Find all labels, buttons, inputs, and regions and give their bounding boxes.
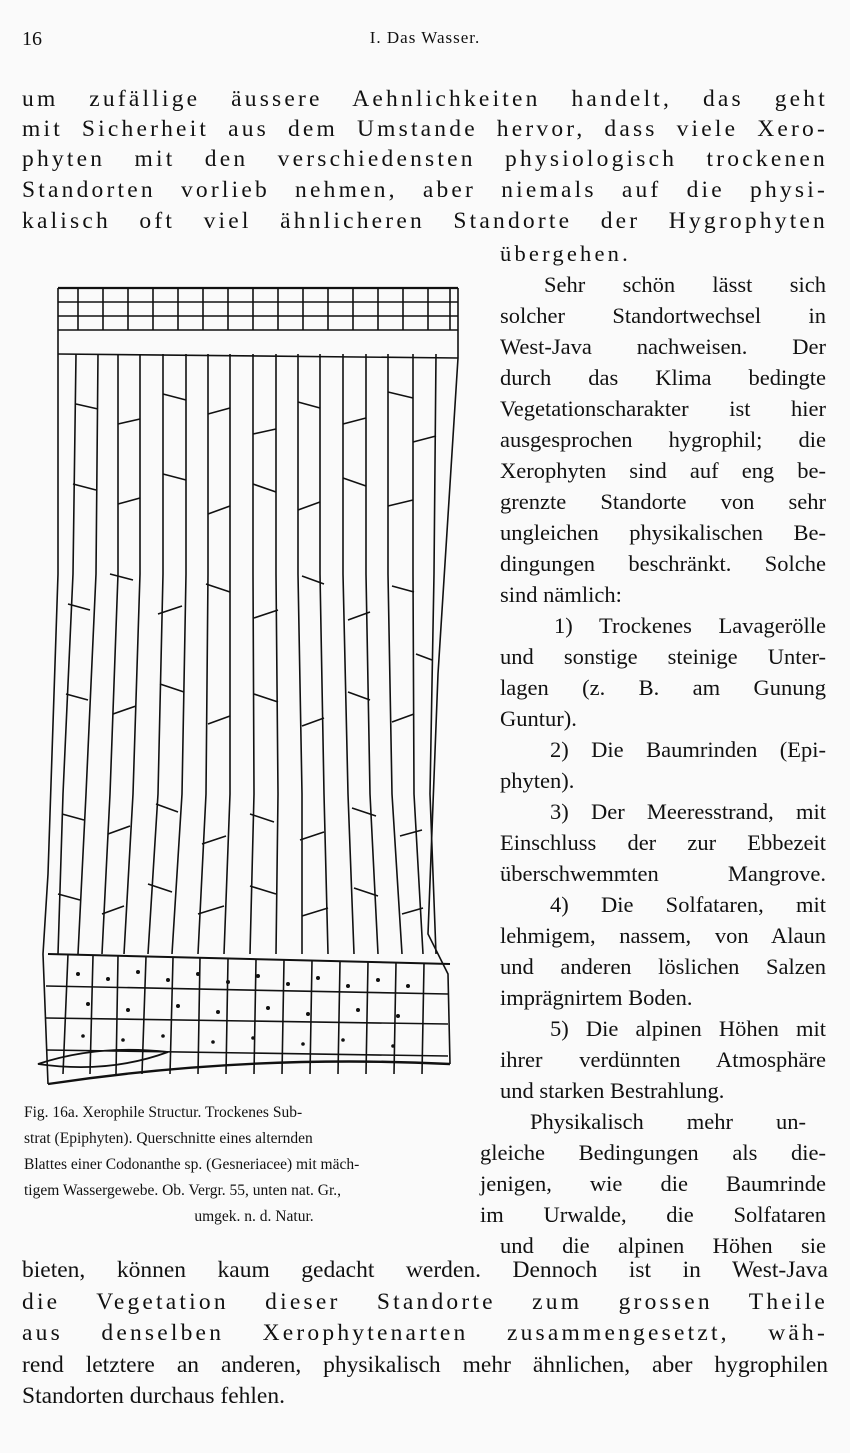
running-head: I. Das Wasser. [369, 28, 481, 47]
text-line: Sehr schön lässt sich [544, 272, 826, 297]
text-line: aus denselben Xerophytenarten zusammengesetzt, wäh- [22, 1320, 828, 1346]
list-item: 3) Der Meeresstrand, mit [550, 799, 826, 824]
text-line: ihrer verdünnten Atmosphäre [500, 1047, 826, 1072]
caption-line: umgek. n. d. Natur. [194, 1208, 314, 1225]
text-line: lagen (z. B. am Gunung [500, 675, 826, 700]
text-line: durch das Klima bedingte [500, 365, 826, 390]
text-line: Guntur). [500, 706, 577, 731]
text-line: übergehen. [500, 241, 631, 266]
text-line: Einschluss der zur Ebbezeit [500, 830, 826, 855]
list-item: 1) Trockenes Lavagerölle [554, 613, 826, 638]
text-line: und anderen löslichen Salzen [500, 954, 826, 979]
text-line: sind nämlich: [500, 582, 622, 607]
caption-line: Blattes einer Codonanthe sp. (Gesneriacee) mit mäch- [24, 1156, 360, 1173]
text-line: und starken Bestrahlung. [500, 1078, 725, 1103]
text-line: und die alpinen Höhen sie [500, 1233, 826, 1258]
list-item: 5) Die alpinen Höhen mit [550, 1016, 826, 1041]
text-line: um zufällige äussere Aehnlichkeiten handelt, das geht [22, 86, 828, 112]
text-line: Standorten vorlieb nehmen, aber niemals auf die physi- [22, 177, 828, 203]
figure-caption [24, 1100, 484, 1230]
text-line: ungleichen physikalischen Be- [500, 520, 826, 545]
text-line: und sonstige steinige Unter- [500, 644, 826, 669]
text-line: Xerophyten sind auf eng be- [500, 458, 826, 483]
caption-line: Fig. 16a. Xerophile Structur. Trockenes Sub- [24, 1104, 303, 1121]
text-line: phyten mit den verschiedensten physiologisch trockenen [22, 146, 828, 172]
text-line: mit Sicherheit aus dem Umstande hervor, dass viele Xero- [22, 116, 828, 142]
text-line: rend letztere an anderen, physikalisch mehr ähnlichen, aber hygrophilen [22, 1352, 828, 1378]
text-line: grenzte Standorte von sehr [500, 489, 826, 514]
text-line: Vegetationscharakter ist hier [500, 396, 826, 421]
list-item: 2) Die Baumrinden (Epi- [550, 737, 826, 762]
text-line: bieten, können kaum gedacht werden. Dennoch ist in West-Java [22, 1257, 828, 1283]
text-line: Standorten durchaus fehlen. [22, 1383, 285, 1409]
text-line: gleiche Bedingungen als die- [480, 1140, 826, 1165]
page-header [0, 28, 850, 58]
text-line: phyten). [500, 768, 575, 793]
text-line: lehmigem, nassem, von Alaun [500, 923, 826, 948]
leaf-cross-section-drawing [18, 274, 468, 1104]
text-line: ausgesprochen hygrophil; die [500, 427, 826, 452]
text-line: im Urwalde, die Solfataren [480, 1202, 826, 1227]
list-item: 4) Die Solfataren, mit [550, 892, 826, 917]
text-line: kalisch oft viel ähnlicheren Standorte der Hygrophyten [22, 208, 828, 234]
caption-line: tigem Wassergewebe. Ob. Vergr. 55, unten nat. Gr., [24, 1182, 342, 1199]
text-line: die Vegetation dieser Standorte zum grossen Theile [22, 1289, 828, 1315]
text-line: dingungen beschränkt. Solche [500, 551, 826, 576]
text-line: imprägnirtem Boden. [500, 985, 693, 1010]
text-line: überschwemmten Mangrove. [500, 861, 826, 886]
text-line: solcher Standortwechsel in [500, 303, 826, 328]
text-line: Physikalisch mehr un- [530, 1109, 806, 1134]
page-number: 16 [22, 28, 42, 50]
figure-illustration [18, 274, 468, 1104]
text-line: jenigen, wie die Baumrinde [480, 1171, 826, 1196]
caption-line: strat (Epiphyten). Querschnitte eines alternden [24, 1130, 313, 1147]
text-line: West-Java nachweisen. Der [500, 334, 826, 359]
